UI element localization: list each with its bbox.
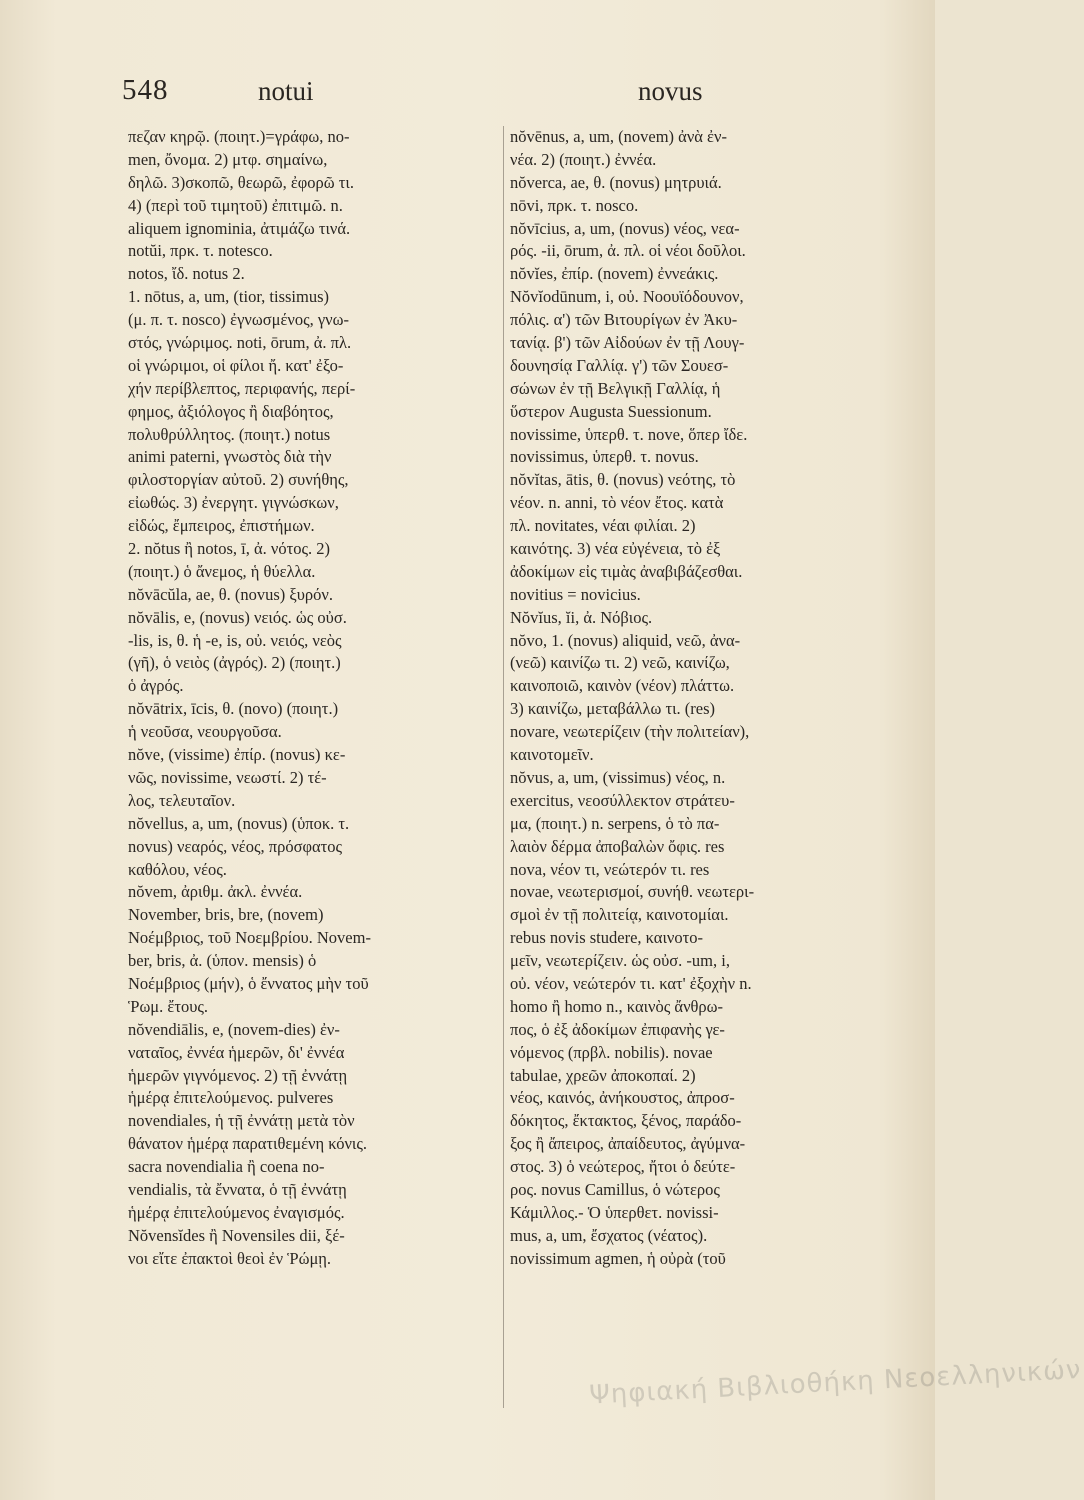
text-line: sacra novendialia ἢ coena no- <box>128 1157 325 1177</box>
text-line: νέον. n. anni, τὸ νέον ἔτος. κατὰ <box>510 493 724 513</box>
text-line: στός, γνώριμος. noti, ōrum, ἀ. πλ. <box>128 333 352 353</box>
text-line: θάνατον ἡμέρᾳ παρατιθεμένη κόνις. <box>128 1134 368 1154</box>
text-line: vendialis, τὰ ἔννατα, ὁ τῇ ἐννάτῃ <box>128 1179 347 1199</box>
text-line: homo ἢ homo n., καινὸς ἄνθρω- <box>510 996 724 1016</box>
text-line: novissime, ὑπερθ. τ. nove, ὅπερ ἴδε. <box>510 424 748 444</box>
text-line: ὁ ἀγρός. <box>128 676 184 696</box>
text-line: φημος, ἀξιόλογος ἢ διαβόητος, <box>128 401 334 421</box>
text-line: πεζαν κηρῷ. (ποιητ.)=γράφω, no- <box>128 127 350 146</box>
text-line: οὐ. νέον, νεώτερόν τι. κατ' ἐξοχὴν n. <box>510 973 752 993</box>
page-number: 548 <box>122 74 169 106</box>
text-line: novendiales, ἡ τῇ ἐννάτῃ μετὰ τὸν <box>128 1111 355 1131</box>
text-line: November, bris, bre, (novem) <box>128 905 324 925</box>
text-line: στος. 3) ὁ νεώτερος, ἤτοι ὁ δεύτε- <box>510 1157 736 1177</box>
text-line: καινοτομεῖν. <box>510 745 594 765</box>
text-line: νοι εἴτε ἐπακτοὶ θεοὶ ἐν Ῥώμῃ. <box>128 1248 332 1268</box>
text-line: rebus novis studere, καινοτο- <box>510 928 703 948</box>
text-line: notos, ἴδ. notus 2. <box>128 264 245 284</box>
text-line: nŏvem, ἀριθμ. ἀκλ. ἐννέα. <box>128 882 303 902</box>
text-line: nŏvācŭla, ae, θ. (novus) ξυρόν. <box>128 584 333 604</box>
text-line: δηλῶ. 3)σκοπῶ, θεωρῶ, ἐφορῶ τι. <box>128 172 354 192</box>
text-line: mus, a, um, ἔσχατος (νέατος). <box>510 1225 708 1245</box>
text-line: novitius = novicius. <box>510 584 641 604</box>
text-line: οἱ γνώριμοι, οἱ φίλοι ἤ. κατ' ἐξο- <box>128 355 344 375</box>
text-line: χήν περίβλεπτος, περιφανής, περί- <box>128 378 356 398</box>
text-line: τανίᾳ. β') τῶν Αἰδούων ἐν τῇ Λουγ- <box>510 333 745 353</box>
text-line: nŏvendiālis, e, (novem-dies) ἐν- <box>128 1019 340 1039</box>
text-line: nŏvēnus, a, um, (novem) ἀνὰ ἐν- <box>510 127 727 146</box>
text-line: nŏvus, a, um, (vissimus) νέος, n. <box>510 767 726 787</box>
text-line: ἡ νεοῦσα, νεουργοῦσα. <box>128 722 282 742</box>
text-line: εἰδώς, ἔμπειρος, ἐπιστήμων. <box>128 516 315 536</box>
text-line: πόλις. α') τῶν Βιτουρίγων ἐν Ἀκυ- <box>510 310 738 330</box>
text-line: καινοποιῶ, καινὸν (νέον) πλάττω. <box>510 676 735 696</box>
text-line: δουνησίᾳ Γαλλίᾳ. γ') τῶν Σουεσ- <box>510 355 729 375</box>
text-line: nŏvellus, a, um, (novus) (ὑποκ. τ. <box>128 813 350 833</box>
guide-word-left: notui <box>258 76 314 106</box>
text-line: nŏvo, 1. (novus) aliquid, νεῶ, ἀνα- <box>510 630 741 650</box>
text-line: novus) νεαρός, νέος, πρόσφατος <box>128 836 343 856</box>
text-line: νῶς, novissime, νεωστί. 2) τέ- <box>128 767 327 787</box>
text-line: nŏverca, ae, θ. (novus) μητρυιά. <box>510 172 722 192</box>
text-line: καινότης. 3) νέα εὐγένεια, τὸ ἐξ <box>510 539 721 559</box>
text-line: ἡμέρᾳ ἐπιτελούμενος ἐναγισμός. <box>128 1202 345 1222</box>
right-column <box>510 126 882 1271</box>
text-line: φιλοστοργίαν αὐτοῦ. 2) συνήθης, <box>128 470 349 490</box>
text-line: ξος ἢ ἄπειρος, ἀπαίδευτος, ἀγύμνα- <box>510 1134 746 1154</box>
text-line: πος, ὁ ἐξ ἀδοκίμων ἐπιφανὴς γε- <box>510 1019 725 1039</box>
text-line: ρος. novus Camillus, ὁ νώτερος <box>510 1179 720 1199</box>
text-line: σώνων ἐν τῇ Βελγικῇ Γαλλίᾳ, ἡ <box>510 378 721 398</box>
text-line: Ῥωμ. ἔτους. <box>128 996 209 1016</box>
text-line: λος, τελευταῖον. <box>128 790 236 810</box>
text-line: nōvi, πρκ. τ. nosco. <box>510 195 639 215</box>
page-header <box>0 66 935 116</box>
text-line: Νοέμβριος (μήν), ὁ ἔννατος μὴν τοῦ <box>128 973 369 993</box>
text-line: (ποιητ.) ὁ ἄνεμος, ἡ θύελλα. <box>128 561 316 581</box>
text-line: (μ. π. τ. nosco) ἐγνωσμένος, γνω- <box>128 310 349 330</box>
text-line: animi paterni, γνωστὸς διὰ τὴν <box>128 447 332 467</box>
text-line: σμοὶ ἐν τῇ πολιτείᾳ, καινοτομίαι. <box>510 905 729 925</box>
text-line: 2. nŏtus ἢ notos, ī, ἀ. νότος. 2) <box>128 539 330 559</box>
text-line: ρός. -ii, ōrum, ἀ. πλ. οἱ νέοι δοῦλοι. <box>510 241 746 261</box>
text-line: Κάμιλλος.- Ὁ ὑπερθετ. novissi- <box>510 1202 719 1222</box>
text-line: πολυθρύλλητος. (ποιητ.) notus <box>128 424 331 444</box>
text-line: nŏvālis, e, (novus) νειός. ὡς οὐσ. <box>128 607 347 627</box>
text-line: μα, (ποιητ.) n. serpens, ὁ τὸ πα- <box>510 813 720 833</box>
text-line: δόκητος, ἔκτακτος, ξένος, παράδο- <box>510 1111 742 1131</box>
text-line: ἡμέρᾳ ἐπιτελούμενος. pulveres <box>128 1088 334 1108</box>
text-line: ναταῖος, ἐννέα ἡμερῶν, δι' ἐννέα <box>128 1042 345 1062</box>
text-line: men, ὄνομα. 2) μτφ. σημαίνω, <box>128 149 328 169</box>
text-line: (νεῶ) καινίζω τι. 2) νεῶ, καινίζω, <box>510 653 730 673</box>
text-line: μεῖν, νεωτερίζειν. ὡς οὐσ. -um, i, <box>510 951 730 971</box>
text-line: nŏvīcius, a, um, (novus) νέος, νεα- <box>510 218 740 238</box>
text-line: -lis, is, θ. ἡ -e, is, οὐ. νειός, νεὸς <box>128 630 342 650</box>
library-watermark: Ψηφιακή Βιβλιοθήκη Νεοελληνικών <box>588 1354 1083 1411</box>
text-line: ὕστερον Augusta Suessionum. <box>510 401 712 421</box>
text-line: ber, bris, ἀ. (ὑπον. mensis) ὁ <box>128 951 317 971</box>
text-line: λαιὸν δέρμα ἀποβαλὼν ὄφις. res <box>510 836 725 856</box>
text-line: nova, νέον τι, νεώτερόν τι. res <box>510 859 710 879</box>
text-line: nŏvĭtas, ātis, θ. (novus) νεότης, τὸ <box>510 470 736 490</box>
text-line: tabulae, χρεῶν ἀποκοπαί. 2) <box>510 1065 696 1085</box>
text-line: Νοέμβριος, τοῦ Νοεμβρίου. Novem- <box>128 928 371 948</box>
text-line: 1. nōtus, a, um, (tior, tissimus) <box>128 287 330 307</box>
column-divider <box>503 126 504 1408</box>
text-line: ἡμερῶν γιγνόμενος. 2) τῇ ἐννάτῃ <box>128 1065 348 1085</box>
text-line: πλ. novitates, νέαι φιλίαι. 2) <box>510 516 696 536</box>
text-line: Nŏvensĭdes ἢ Novensiles dii, ξέ- <box>128 1225 345 1245</box>
text-line: 3) καινίζω, μεταβάλλω τι. (res) <box>510 699 715 719</box>
text-line: 4) (περὶ τοῦ τιμητοῦ) ἐπιτιμῶ. n. <box>128 195 343 215</box>
text-line: novissimus, ὑπερθ. τ. novus. <box>510 447 699 467</box>
text-line: novissimum agmen, ἡ οὐρὰ (τοῦ <box>510 1248 726 1268</box>
text-line: novare, νεωτερίζειν (τὴν πολιτείαν), <box>510 722 750 742</box>
text-line: (γῆ), ὁ νειὸς (ἀγρός). 2) (ποιητ.) <box>128 653 341 673</box>
text-line: νόμενος (πρβλ. nobilis). novae <box>510 1042 713 1062</box>
text-line: ἀδοκίμων εἰς τιμὰς ἀναβιβάζεσθαι. <box>510 561 743 581</box>
text-line: Nŏvĭodūnum, i, οὐ. Νοουϊόδουνον, <box>510 287 744 307</box>
text-line: aliquem ignominia, ἀτιμάζω τινά. <box>128 218 351 238</box>
guide-word-right: novus <box>638 76 703 106</box>
text-line: nŏvĭes, ἐπίρ. (novem) ἐννεάκις. <box>510 264 719 284</box>
text-line: νέα. 2) (ποιητ.) ἐννέα. <box>510 149 657 169</box>
text-line: Nŏvĭus, ĭi, ἀ. Νόβιος. <box>510 607 653 627</box>
text-line: nŏvātrix, īcis, θ. (novo) (ποιητ.) <box>128 699 339 719</box>
text-line: καθόλου, νέος. <box>128 859 227 879</box>
text-line: exercitus, νεοσύλλεκτον στράτευ- <box>510 790 735 810</box>
text-line: εἰωθώς. 3) ἐνεργητ. γιγνώσκων, <box>128 493 339 513</box>
text-line: νέος, καινός, ἀνήκουστος, ἀπροσ- <box>510 1088 735 1108</box>
text-line: novae, νεωτερισμοί, συνήθ. νεωτερι- <box>510 882 755 902</box>
text-line: nŏve, (vissime) ἐπίρ. (novus) κε- <box>128 745 346 765</box>
left-column <box>128 126 496 1271</box>
text-line: notŭi, πρκ. τ. notesco. <box>128 241 273 261</box>
